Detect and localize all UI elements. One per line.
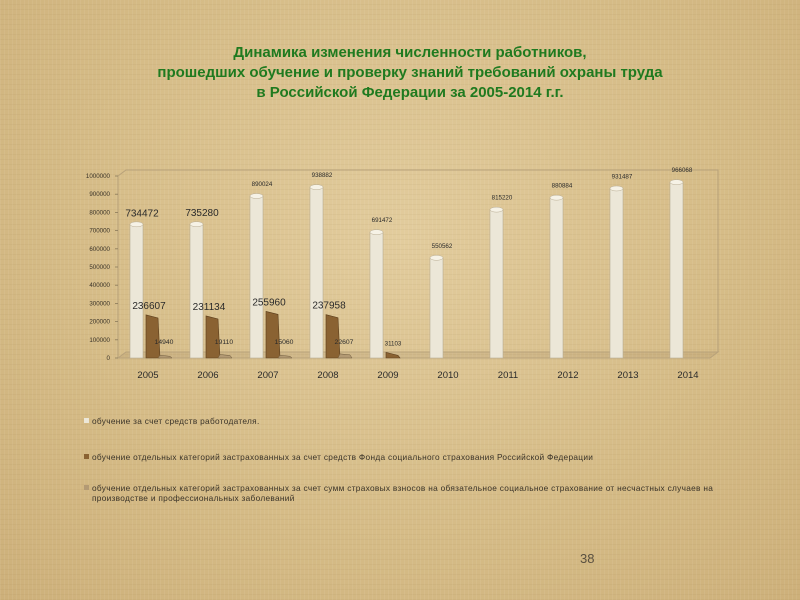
y-tick-label: 1000000 (85, 173, 110, 180)
legend-item-series-1 (84, 416, 260, 426)
y-tick-label: 800000 (89, 209, 110, 217)
x-tick-label: 2008 (317, 370, 339, 381)
bar-top-series-1 (130, 222, 143, 227)
legend-swatch-series-2 (84, 454, 89, 459)
x-tick-label: 2012 (557, 370, 579, 381)
bar-series-2 (266, 311, 280, 358)
title-line-2: прошедших обучение и проверку знаний требований охраны труда (157, 64, 663, 81)
x-tick-label: 2010 (437, 370, 459, 381)
data-label-series-2: 237958 (312, 300, 346, 312)
x-tick-label: 2005 (137, 370, 159, 381)
title-line-3: в Российской Федерации за 2005-2014 г.г. (256, 84, 564, 101)
bar-series-1 (610, 188, 623, 358)
legend-item-series-3 (84, 483, 744, 503)
bar-top-series-1 (310, 185, 323, 190)
data-label-series-3: 22607 (334, 339, 354, 346)
y-tick-label: 100000 (89, 336, 110, 344)
title-line-1: Динамика изменения численности работников, (233, 44, 587, 61)
y-tick-label: 0 (106, 355, 110, 362)
page-number: 38 (580, 551, 595, 566)
data-label-series-1: 735280 (185, 208, 219, 220)
data-label-series-2: 31103 (384, 340, 402, 348)
x-tick-label: 2014 (677, 370, 699, 381)
bar-series-1 (670, 182, 683, 358)
y-tick-label: 200000 (89, 318, 110, 326)
data-label-series-1: 938882 (311, 172, 333, 180)
y-tick-label: 900000 (89, 191, 110, 199)
legend-swatch-series-1 (84, 418, 89, 423)
bar-series-1 (550, 198, 563, 358)
x-tick-label: 2011 (497, 370, 519, 381)
bar-top-series-1 (250, 194, 263, 199)
y-tick-label: 500000 (89, 264, 110, 271)
bar-top-series-1 (670, 180, 683, 185)
x-tick-label: 2006 (197, 370, 219, 381)
legend-label-series-1: обучение за счет средств работодателя. (92, 416, 260, 426)
legend-swatch-series-3 (84, 485, 89, 490)
legend-label-series-3: обучение отдельных категорий застрахованных за счет сумм страховых взносов на обязательное социальное страхование от несчастных случаев на производстве и профессиональных заболеваний (92, 483, 714, 503)
data-label-series-1: 966068 (671, 167, 693, 175)
x-tick-label: 2013 (617, 370, 639, 381)
bar-series-1 (370, 232, 383, 358)
bar-series-2 (326, 315, 340, 358)
data-label-series-1: 815220 (491, 194, 513, 202)
data-label-series-2: 255960 (252, 297, 286, 309)
x-tick-label: 2007 (257, 370, 279, 381)
bar-top-series-1 (550, 195, 563, 200)
bar-top-series-1 (430, 255, 443, 260)
bar-series-2 (206, 316, 220, 358)
x-tick-label: 2009 (377, 370, 399, 381)
y-tick-label: 600000 (89, 245, 110, 253)
bar-series-2 (146, 315, 160, 358)
data-label-series-3: 19110 (214, 339, 234, 346)
data-label-series-1: 550562 (431, 242, 453, 250)
legend-label-series-2: обучение отдельных категорий застрахованных за счет средств Фонда социального страхования Российской Федерации (92, 452, 594, 462)
data-label-series-1: 691472 (371, 217, 393, 225)
data-label-series-3: 14940 (154, 339, 174, 346)
data-label-series-1: 890024 (251, 181, 273, 189)
y-tick-label: 700000 (89, 227, 110, 235)
bar-series-1 (190, 224, 203, 358)
bar-top-series-1 (490, 207, 503, 212)
bar-series-1 (250, 196, 263, 358)
legend-item-series-2 (84, 452, 593, 462)
data-label-series-2: 231134 (192, 301, 226, 313)
y-tick-label: 300000 (89, 300, 110, 308)
data-label-series-2: 236607 (132, 300, 166, 312)
bar-series-1 (490, 210, 503, 358)
bar-top-series-1 (190, 222, 203, 227)
bar-top-series-1 (610, 186, 623, 191)
data-label-series-1: 734472 (125, 208, 159, 220)
data-label-series-3: 15060 (274, 339, 294, 346)
bar-series-1 (130, 224, 143, 358)
y-tick-label: 400000 (89, 282, 110, 290)
bar-series-1 (310, 187, 323, 358)
data-label-series-1: 880884 (551, 182, 573, 190)
data-label-series-1: 931487 (611, 173, 633, 181)
bar-series-1 (430, 258, 443, 358)
bar-top-series-1 (370, 230, 383, 235)
